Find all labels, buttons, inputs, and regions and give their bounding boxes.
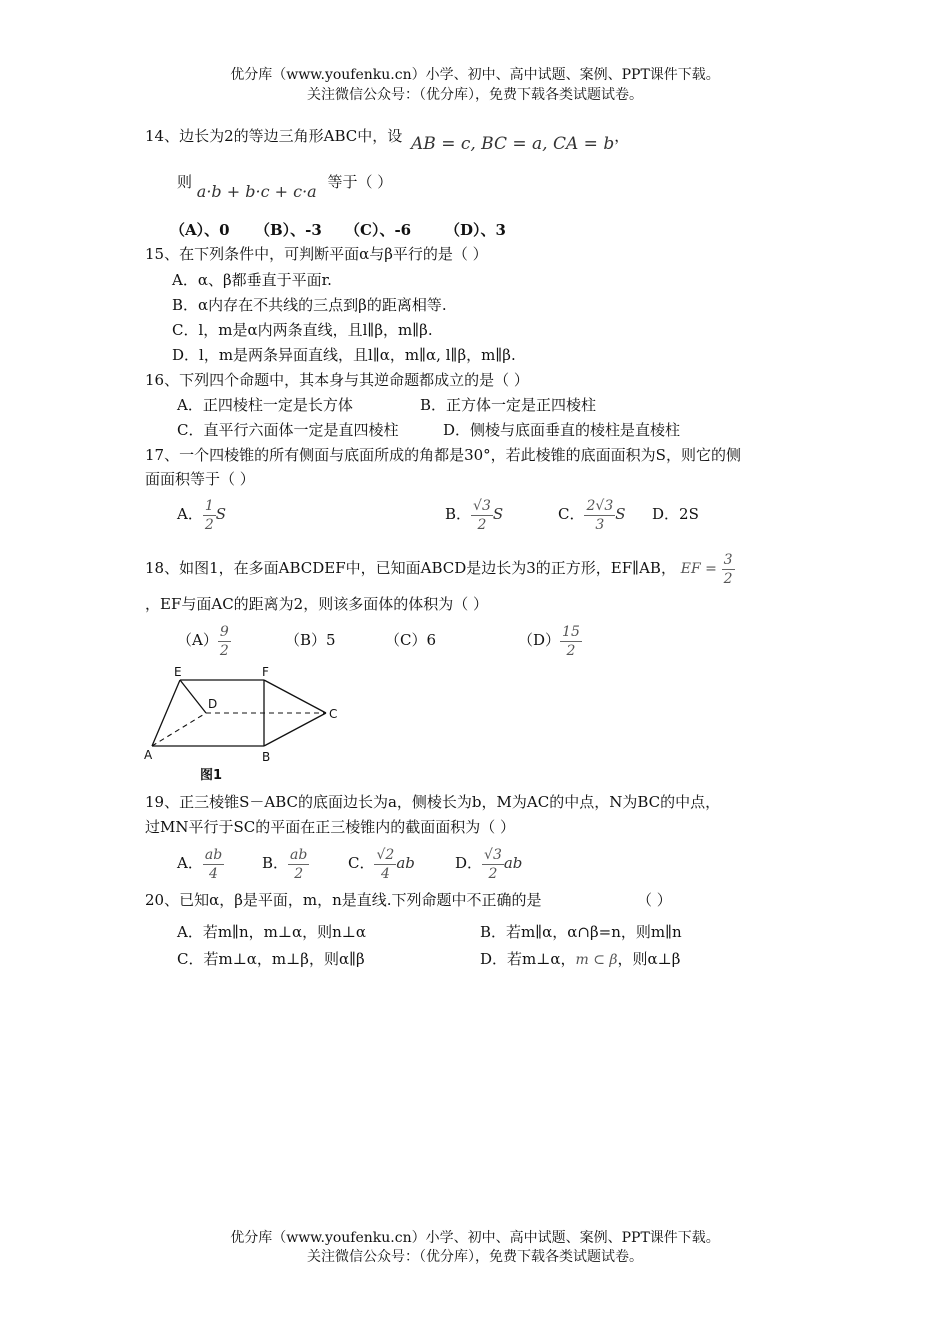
q19-option-d[interactable]: D． $\frac{√3}{2}$ ab [455,846,523,882]
question-16: 16、下列四个命题中，其本身与其逆命题都成立的是（ ） [145,371,529,389]
question-20: 20、已知α，β是平面，m，n是直线.下列命题中不正确的是 （ ） [145,891,672,909]
question-18-line1: 18、如图1，在多面ABCDEF中，已知面ABCD是边长为3的正方形，EF∥AB， EF = $\frac{3}{2}$ [145,551,733,587]
footer-line-1: 优分库（www.youfenku.cn）小学、初中、高中试题、案例、PPT课件下载。 [230,1230,720,1246]
q15-option-c[interactable]: C．l，m是α内两条直线，且l∥β，m∥β. [172,321,433,339]
edge-bc [264,713,326,746]
footer-line-2: 关注微信公众号：（优分库），免费下载各类试题试卷。 [307,1249,643,1265]
q15-option-d[interactable]: D．l，m是两条异面直线，且l∥α，m∥α, l∥β，m∥β. [172,346,516,364]
label-d: D [208,697,218,711]
q20-option-a[interactable]: A．若m∥n，m⊥α，则n⊥α [177,923,367,941]
q14-option-c[interactable]: （C）、-6 [345,221,412,239]
label-e: E [174,665,182,679]
header-line-2: 关注微信公众号：（优分库），免费下载各类试题试卷。 [307,87,643,103]
question-15: 15、在下列条件中，可判断平面α与β平行的是（ ） [145,245,488,263]
edge-ad-hidden [152,713,206,746]
q15-option-b[interactable]: B．α内存在不共线的三点到β的距离相等. [172,296,447,314]
label-c: C [329,707,338,721]
q16-option-b[interactable]: B．正方体一定是正四棱柱 [420,396,597,414]
figure-1 [140,660,360,785]
question-18-line2: ，EF与面AC的距离为2，则该多面体的体积为（ ） [145,595,488,613]
q16-option-a[interactable]: A．正四棱柱一定是长方体 [177,396,353,414]
q20-option-c[interactable]: C．若m⊥α，m⊥β，则α∥β [177,950,365,968]
question-19-line2: 过MN平行于SC的平面在正三棱锥内的截面面积为（ ） [145,818,516,836]
q18-option-d[interactable]: （D） $\frac{15}{2}$ [518,623,580,659]
edge-ed [180,680,206,713]
q14-option-b[interactable]: （B）、-3 [255,221,322,239]
question-17-line2: 面面积等于（ ） [145,470,255,488]
q17-option-b[interactable]: B． $\frac{√3}{2}$ S [445,497,504,533]
q18-option-b[interactable]: （B）5 [285,631,336,649]
question-19-line1: 19、正三棱锥S－ABC的底面边长为a，侧棱长为b，M为AC的中点，N为BC的中点， [145,793,721,811]
label-f: F [262,665,269,679]
q14-formula: AB = c, BC = a, CA = b [411,134,615,154]
question-14-expr: 则 a·b + b·c + c·a 等于（ ） [177,173,393,201]
label-b: B [262,750,271,764]
question-17-line1: 17、一个四棱锥的所有侧面与底面所成的角都是30°，若此棱锥的底面面积为S，则它的侧 [145,446,741,464]
q18-option-c[interactable]: （C）6 [385,631,437,649]
q14-option-a[interactable]: （A）、0 [170,221,230,239]
q17-option-a[interactable]: A． $\frac{1}{2}$ S [177,497,227,533]
q19-option-a[interactable]: A． $\frac{ab}{4}$ [177,846,223,882]
q17-option-c[interactable]: C． $\frac{2√3}{3}$ S [558,497,626,533]
q17-option-d[interactable]: D．2S [652,505,699,523]
q20-option-d[interactable]: D．若m⊥α，m ⊂ β，则α⊥β [480,950,681,968]
edge-ea [152,680,180,746]
figure-caption: 图1 [200,768,223,783]
q19-option-c[interactable]: C． $\frac{√2}{4}$ ab [348,846,415,882]
q18-option-a[interactable]: （A） $\frac{9}{2}$ [177,623,229,659]
q19-option-b[interactable]: B． $\frac{ab}{2}$ [262,846,308,882]
q14-option-d[interactable]: （D）、3 [445,221,506,239]
question-14: 14、边长为2的等边三角形ABC中，设 AB = c, BC = a, CA = b， [145,127,630,154]
header-line-1: 优分库（www.youfenku.cn）小学、初中、高中试题、案例、PPT课件下载。 [230,67,720,83]
q16-option-c[interactable]: C．直平行六面体一定是直四棱柱 [177,421,399,439]
label-a: A [144,748,153,762]
edge-fc [264,680,326,713]
q15-option-a[interactable]: A．α、β都垂直于平面r. [172,271,332,289]
q16-option-d[interactable]: D．侧棱与底面垂直的棱柱是直棱柱 [443,421,681,439]
q20-option-b[interactable]: B．若m∥α，α∩β=n，则m∥n [480,923,682,941]
